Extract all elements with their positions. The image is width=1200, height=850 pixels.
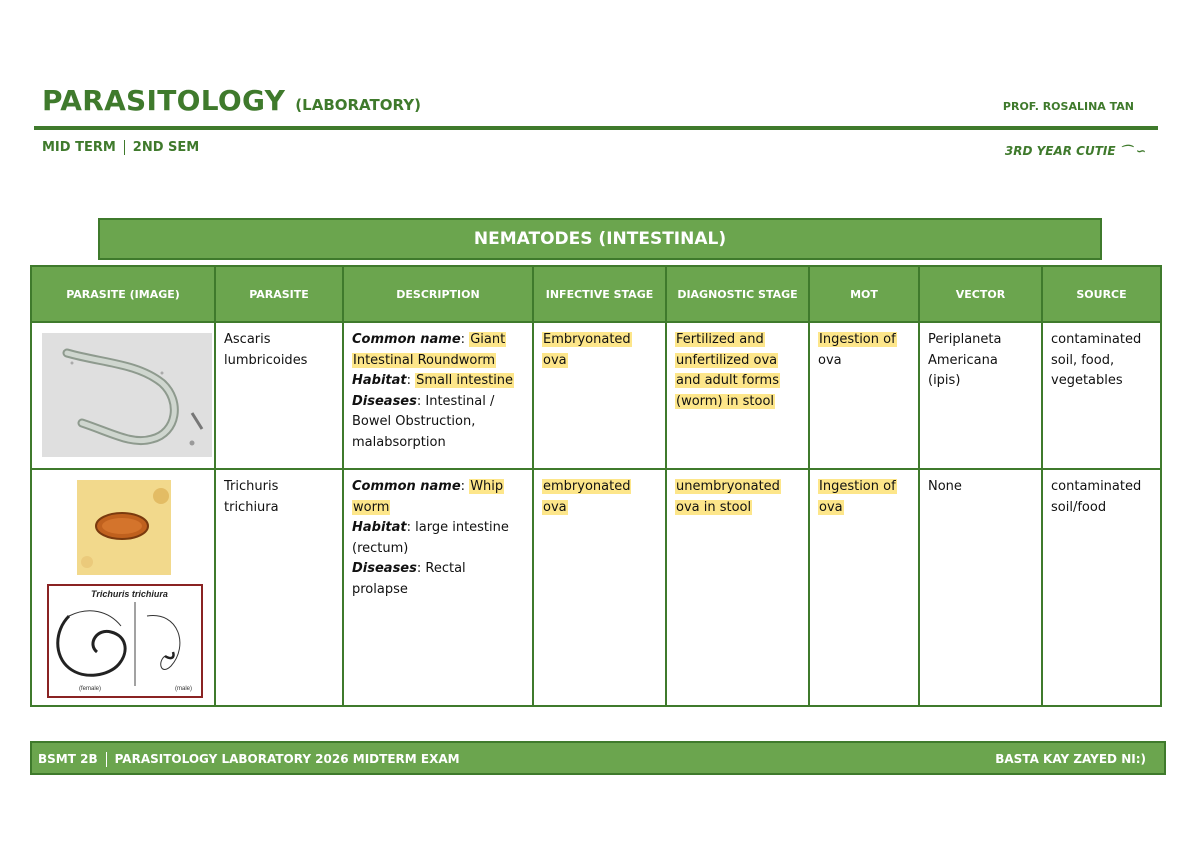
source-cell: contaminated soil/food	[1042, 469, 1161, 706]
footer-left	[38, 752, 460, 767]
image-caption: Trichuris trichiura	[91, 589, 168, 599]
common-name-label: Common name	[352, 479, 461, 494]
diagnostic-stage-text: Fertilized and unfertilized ova and adult forms (worm) in stool	[676, 332, 779, 409]
diseases-label: Diseases	[352, 393, 417, 409]
header-divider	[34, 126, 1158, 130]
diseases-label: Diseases	[352, 561, 417, 576]
description-cell: Common name: Giant Intestinal Roundworm Habitat: Small intestine Diseases: Intestinal / Bowel Obstruction, malabsorption	[343, 322, 533, 469]
trichuris-egg-illustration	[77, 480, 171, 575]
column-header: INFECTIVE STAGE	[533, 266, 666, 322]
column-header: PARASITE	[215, 266, 343, 322]
common-name-label: Common name	[352, 332, 461, 347]
source-cell: contaminated soil, food, vegetables	[1042, 322, 1161, 469]
table-header-row	[31, 266, 1161, 322]
description-cell: Common name: Whip worm Habitat: large intestine (rectum) Diseases: Rectal prolapse	[343, 469, 533, 706]
footer-exam: PARASITOLOGY LABORATORY 2026 MIDTERM EXAM	[114, 752, 460, 766]
sem-text: 2ND SEM	[132, 140, 200, 155]
title-subtitle: (LABORATORY)	[295, 96, 421, 114]
trichuris-adult-illustration	[49, 586, 201, 696]
diseases-value: Intestinal / Bowel Obstruction, malabsorption	[352, 393, 495, 450]
mot-rest-text: ova	[818, 352, 842, 368]
diagnostic-stage	[666, 469, 809, 706]
parasite-table	[30, 265, 1162, 707]
infective-stage	[533, 322, 666, 469]
diagnostic-stage-text: unembryonated ova in stool	[676, 479, 780, 515]
footer-bar	[30, 741, 1166, 775]
trichuris-egg-image	[77, 480, 171, 575]
column-header: PARASITE (IMAGE)	[31, 266, 215, 322]
parasite-name: Trichuris trichiura	[215, 469, 343, 706]
footer-section: BSMT 2B	[38, 752, 98, 766]
ascaris-larva-illustration	[42, 333, 212, 457]
infective-stage-text: embryonated ova	[543, 479, 631, 515]
image-cell	[31, 322, 215, 469]
title-text: PARASITOLOGY	[42, 84, 286, 117]
column-header: MOT	[809, 266, 919, 322]
mot-text: Ingestion of	[819, 332, 896, 347]
term-label	[42, 140, 199, 155]
vector-cell: None	[919, 469, 1042, 706]
common-name-value: Giant Intestinal Roundworm	[353, 332, 506, 368]
term-text: MID TERM	[42, 140, 116, 155]
common-name-value: Whip worm	[353, 479, 504, 515]
divider	[124, 140, 125, 155]
female-label: (female)	[79, 686, 102, 692]
mot-cell	[809, 322, 919, 469]
mot-cell	[809, 469, 919, 706]
column-header: SOURCE	[1042, 266, 1161, 322]
habitat-value: large intestine (rectum)	[352, 520, 509, 556]
infective-stage	[533, 469, 666, 706]
vector-cell: Periplaneta Americana (ipis)	[919, 322, 1042, 469]
column-header: VECTOR	[919, 266, 1042, 322]
professor-name: PROF. ROSALINA TAN	[1002, 100, 1134, 113]
habitat-label: Habitat	[352, 373, 407, 388]
table-row	[31, 322, 1161, 469]
trichuris-adult-image	[47, 584, 203, 698]
column-header: DESCRIPTION	[343, 266, 533, 322]
habitat-label: Habitat	[352, 520, 407, 535]
habitat-value: Small intestine	[416, 373, 514, 388]
ascaris-image	[42, 333, 212, 457]
footer-note: BASTA KAY ZAYED NI:)	[995, 752, 1146, 766]
male-label: (male)	[175, 686, 193, 692]
section-banner: NEMATODES (INTESTINAL)	[98, 218, 1102, 260]
image-cell	[31, 469, 215, 706]
diagnostic-stage	[666, 322, 809, 469]
table-row	[31, 469, 1161, 706]
column-header: DIAGNOSTIC STAGE	[666, 266, 809, 322]
year-tag: 3RD YEAR CUTIE ⌒ ∽	[1004, 144, 1146, 158]
mot-text: Ingestion of ova	[819, 479, 896, 515]
page-title	[42, 84, 421, 117]
divider	[106, 752, 107, 767]
infective-stage-text: Embryonated ova	[543, 332, 631, 368]
diseases-value: Rectal prolapse	[352, 561, 466, 597]
parasite-name: Ascaris lumbricoides	[215, 322, 343, 469]
